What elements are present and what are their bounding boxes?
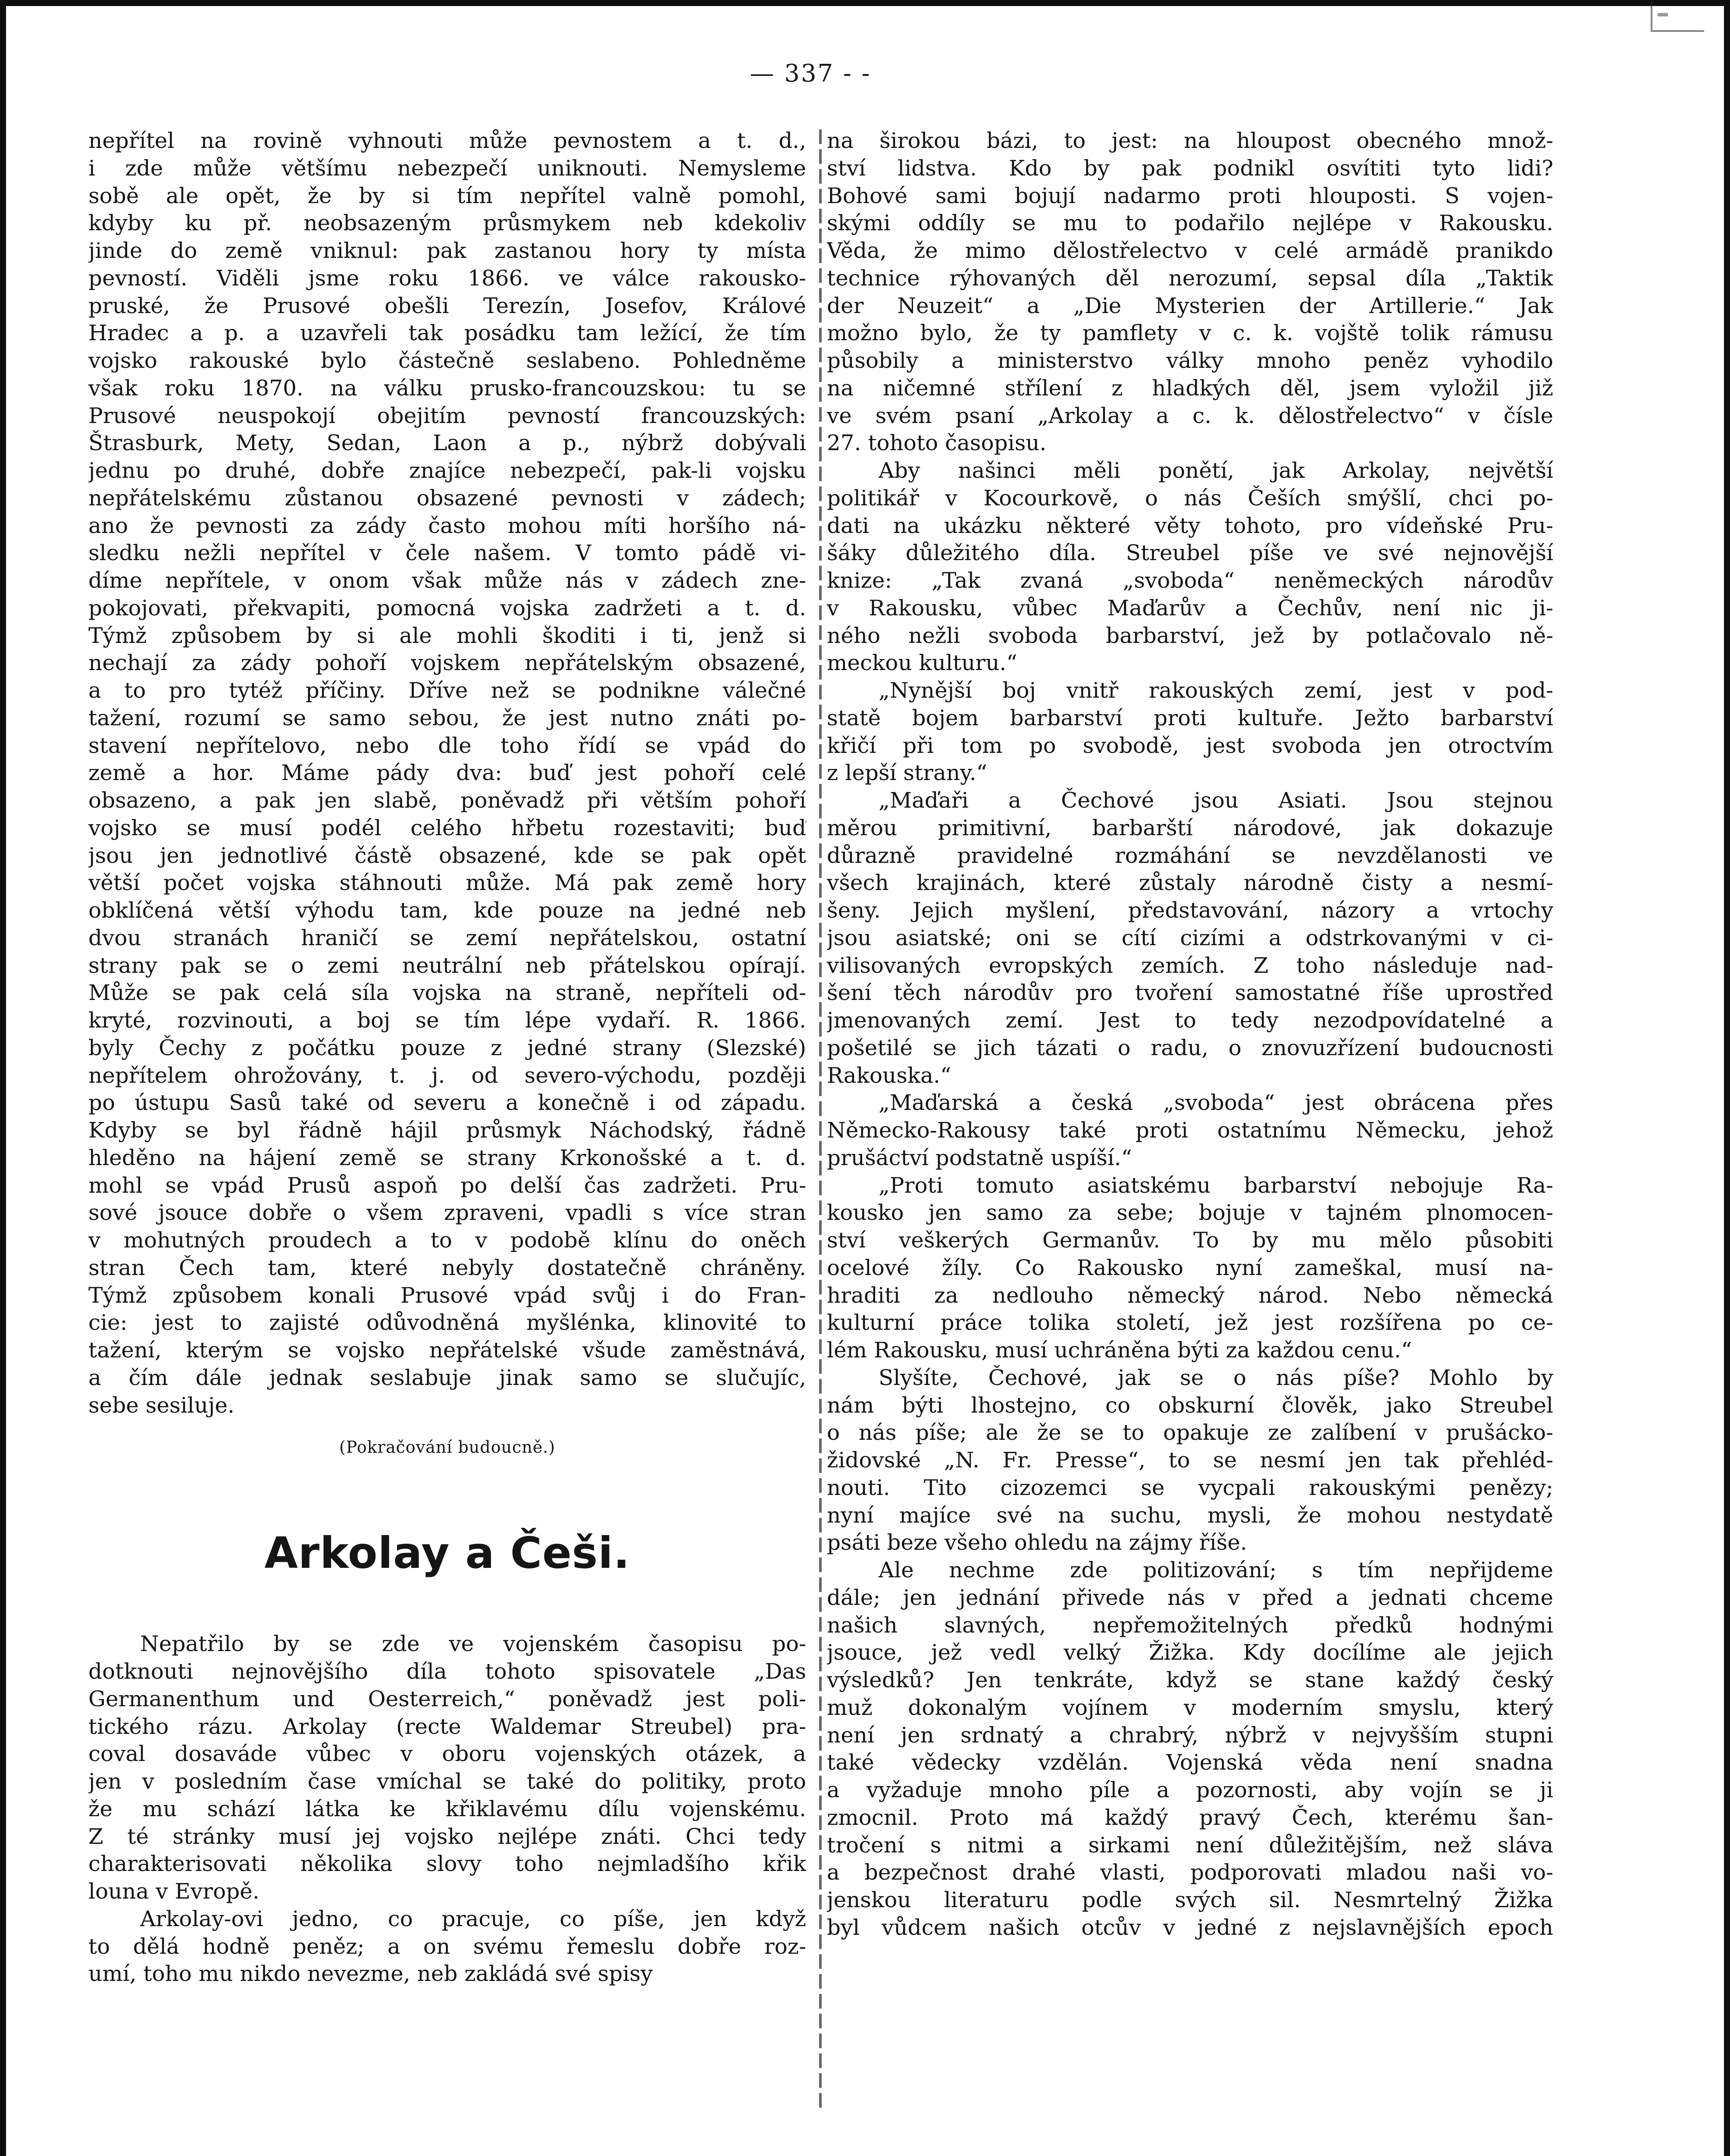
text-line: coval dosaváde vůbec v oboru vojenských otázek, a — [88, 1741, 806, 1767]
text-line: zmocnil. Proto má každý pravý Čech, kterému šan- — [827, 1805, 1553, 1830]
text-line: šení těch národův pro tvoření samostatné říše uprostřed — [827, 980, 1553, 1006]
text-line: nyní majíce své na suchu, mysli, že mohou nestydatě — [827, 1502, 1553, 1528]
text-line: louna v Evropě. — [88, 1879, 260, 1904]
text-line: hleděno na hájení země se strany Krkonošské a t. d. — [88, 1145, 806, 1170]
text-line: nepřátelskému zůstanou obsazené pevnosti v zádech; — [88, 485, 806, 511]
text-line: nechají za zády pohoří vojskem nepřátelským obsazené, — [88, 650, 806, 676]
text-line: stavení nepřítelovo, nebo dle toho řídí se vpád do — [88, 733, 806, 758]
text-line: hraditi za nedlouho německý národ. Nebo německá — [827, 1282, 1553, 1308]
text-line: nepřítelem ohrožovány, t. j. od severo-východu, později — [88, 1062, 806, 1088]
text-line: židovské „N. Fr. Presse“, to se nesmí jen tak přehléd- — [827, 1448, 1553, 1473]
text-line: stran Čech tam, které nebyly dostatečně chráněny. — [88, 1255, 806, 1280]
text-line: „Maďaři a Čechové jsou Asiati. Jsou stejnou — [879, 788, 1553, 813]
text-line: na širokou bázi, to jest: na hloupost obecného množ- — [827, 128, 1553, 153]
text-line: jen v posledním čase vmíchal se také do politiky, proto — [88, 1769, 806, 1794]
text-line: Může se pak celá síla vojska na straně, nepříteli od- — [88, 980, 806, 1006]
scan-border-top — [0, 0, 1730, 6]
text-line: dále; jen jednání přivede nás v před a jednati chceme — [827, 1585, 1553, 1610]
text-line: v mohutných proudech a to v podobě klínu do oněch — [88, 1228, 806, 1253]
text-line: skými oddíly se mu to podařilo nejlépe v Rakousku. — [827, 210, 1553, 236]
right-column — [827, 127, 1553, 1942]
text-line: vojsko rakouské bylo částečně seslabeno. Pohledněme — [88, 348, 806, 373]
text-line: vilisovaných evropských zemích. Z toho následuje nad- — [827, 953, 1553, 978]
text-line: politikář v Kocourkově, o nás Češích smýšlí, chci po- — [827, 485, 1553, 511]
text-line: tického rázu. Arkolay (recte Waldemar Streubel) pra- — [88, 1714, 806, 1739]
text-line: 27. tohoto časopisu. — [827, 430, 1047, 456]
text-line: dati na ukázku některé věty tohoto, pro vídeňské Pru- — [827, 513, 1553, 538]
scan-artifact — [1658, 13, 1668, 16]
text-line: sobě ale opět, že by si tím nepřítel valně pomohl, — [88, 183, 806, 208]
text-line: Bohové sami bojují nadarmo proti hlouposti. S vojen- — [827, 183, 1553, 208]
text-line: Rakouska.“ — [827, 1062, 951, 1088]
text-line: měrou primitivní, barbarští národové, jak dokazuje — [827, 815, 1553, 840]
text-line: jsou jen jednotlivé částě obsazené, kde se pak opět — [88, 843, 806, 868]
text-line: kousko jen samo za sebe; bojuje v tajném plnomocen- — [827, 1200, 1553, 1225]
text-line: na ničemné střílení z hladkých děl, jsem vyložil již — [827, 375, 1553, 401]
text-line: nepřítel na rovině vyhnouti může pevnostem a t. d., — [88, 128, 806, 153]
text-line: důrazně pravidelné rozmáhání se nevzdělanosti ve — [827, 843, 1553, 868]
text-line: ství veškerých Germanův. To by mu mělo působiti — [827, 1228, 1553, 1253]
text-line: že mu schází látka ke křiklavému dílu vojenskému. — [88, 1796, 806, 1821]
text-line: muž dokonalým vojínem v moderním smyslu, který — [827, 1695, 1553, 1720]
page-number: — 337 - - — [750, 60, 871, 88]
text-line: jenskou literaturu podle svých sil. Nesmrtelný Žižka — [827, 1887, 1553, 1912]
text-line: nám býti lhostejno, co obskurní člověk, jako Streubel — [827, 1392, 1553, 1418]
text-line: ného nežli svoboda barbarství, jež by potlačovalo ně- — [827, 623, 1553, 648]
text-line: Prusové neuspokojí obejitím pevností francouzských: — [88, 403, 806, 428]
text-line: meckou kulturu.“ — [827, 650, 1017, 676]
text-line: možno bylo, že ty pamflety v c. k. vojště tolik rámusu — [827, 320, 1553, 346]
text-line: našich slavných, nepřemožitelných předků hodnými — [827, 1612, 1553, 1638]
text-line: země a hor. Máme pády dva: buď jest pohoří celé — [88, 760, 806, 786]
text-line: byl vůdcem našich otcův v jedné z nejslavnějších epoch — [827, 1915, 1553, 1940]
text-line: Německo-Rakousy také proti ostatnímu Německu, jehož — [827, 1118, 1553, 1143]
text-line: ve svém psaní „Arkolay a c. k. dělostřelectvo“ v čísle — [827, 403, 1553, 428]
text-line: „Maďarská a česká „svoboda“ jest obrácena přes — [879, 1090, 1553, 1116]
column-divider — [819, 129, 822, 2113]
text-line: obklíčená větší výhodu tam, kde pouze na jedné neb — [88, 898, 806, 923]
text-line: v Rakousku, vůbec Maďarův a Čechův, není nic ji- — [827, 595, 1553, 620]
text-line: z lepší strany.“ — [827, 760, 988, 786]
text-line: pošetilé se jich tázati o radu, o znovuzřízení budoucnosti — [827, 1035, 1553, 1060]
text-line: obsazeno, a pak jen slabě, poněvadž při větším pohoří — [88, 788, 806, 813]
text-line: působily a ministerstvo války mnoho peněz vyhodilo — [827, 348, 1553, 373]
text-line: sové jsouce dobře o všem zpraveni, vpadli s více stran — [88, 1200, 806, 1225]
text-line: prušáctví podstatně uspíší.“ — [827, 1145, 1132, 1170]
text-line: Aby našinci měli ponětí, jak Arkolay, největší — [879, 458, 1553, 483]
text-line: psáti beze všeho ohledu na zájmy říše. — [827, 1530, 1247, 1555]
text-line: byly Čechy z počátku pouze z jedné strany (Slezské) — [88, 1035, 806, 1060]
text-line: ocelové žíly. Co Rakousko nyní zameškal, musí na- — [827, 1255, 1553, 1280]
text-line: díme nepřítele, v onom však může nás v zádech zne- — [88, 568, 806, 593]
text-line: Ale nechme zde politizování; s tím nepřijdeme — [879, 1557, 1553, 1583]
text-line: tažení, kterým se vojsko nepřátelské všude zaměstnává, — [88, 1338, 806, 1363]
text-line: dvou stranách hraničí se zemí nepřátelskou, ostatní — [88, 925, 806, 950]
text-line: jednu po druhé, dobře znajíce nebezpečí, pak-li vojsku — [88, 458, 806, 483]
text-line: i zde může většímu nebezpečí uniknouti. Nemysleme — [88, 155, 806, 181]
text-line: křičí při tom po svobodě, jest svoboda jen otroctvím — [827, 733, 1553, 758]
text-line: sebe sesiluje. — [88, 1392, 235, 1418]
text-line: šáky důležitého díla. Streubel píše ve své nejnovější — [827, 540, 1553, 566]
text-line: a čím dále jednak seslabuje jinak samo se slučujíc, — [88, 1365, 806, 1390]
text-line: der Neuzeit“ a „Die Mysterien der Artillerie.“ Jak — [827, 293, 1553, 318]
text-line: kulturní práce tolika století, jež jest rozšířena po ce- — [827, 1310, 1553, 1335]
text-line: Slyšíte, Čechové, jak se o nás píše? Mohlo by — [879, 1365, 1553, 1390]
text-line: „Nynější boj vnitř rakouských zemí, jest v pod- — [879, 678, 1553, 703]
text-line: statě bojem barbarství proti kultuře. Ježto barbarství — [827, 705, 1553, 730]
article-title: Arkolay a Češi. — [264, 1527, 630, 1578]
text-line: pevností. Viděli jsme roku 1866. ve válce rakousko- — [88, 265, 806, 291]
text-line: Hradec a p. a uzavřeli tak posádku tam ležící, že tím — [88, 320, 806, 346]
text-line: umí, toho mu nikdo nevezme, neb zakládá své spisy — [88, 1961, 653, 1987]
text-line: a vyžaduje mnoho píle a pozornosti, aby vojín se ji — [827, 1777, 1553, 1802]
text-line: ství lidstva. Kdo by pak podnikl osvítiti tyto lidi? — [827, 155, 1553, 181]
text-line: strany pak se o zemi neutrální neb přátelskou opírají. — [88, 953, 806, 978]
text-line: jinde do země vniknul: pak zastanou hory ty místa — [88, 238, 806, 263]
text-line: Kdyby se byl řádně hájil průsmyk Náchodský, řádně — [88, 1118, 806, 1143]
text-line: není jen srdnatý a chrabrý, nýbrž v nejvyšším stupni — [827, 1722, 1553, 1748]
text-line: technice rýhovaných děl nerozumí, sepsal díla „Taktik — [827, 265, 1553, 291]
text-line: dotknouti nejnovějšího díla tohoto spisovatele „Das — [88, 1659, 806, 1684]
text-line: Týmž způsobem by si ale mohli škoditi i ti, jenž si — [88, 623, 806, 648]
scan-border-right — [1724, 0, 1730, 2156]
text-line: Z té stránky musí jej vojsko nejlépe znáti. Chci tedy — [88, 1824, 806, 1849]
text-line: charakterisovati několika slovy toho nejmladšího křik — [88, 1851, 806, 1877]
article-heading-box — [88, 1475, 806, 1630]
text-line: pokojovati, překvapiti, pomocná vojska zadržeti a t. d. — [88, 595, 806, 620]
text-line: kdyby ku př. neobsazeným průsmykem neb kdekoliv — [88, 210, 806, 236]
text-line: větší počet vojska stáhnouti může. Má pak země hory — [88, 870, 806, 896]
text-line: Germanenthum und Oesterreich,“ poněvadž jest poli- — [88, 1686, 806, 1711]
text-line: jsou asiatské; oni se cítí cizími a odstrkovanými v ci- — [827, 925, 1553, 950]
text-line: také vědecky vzdělán. Vojenská věda není snadna — [827, 1750, 1553, 1775]
text-line: lém Rakousku, musí uchráněna býti za každou cenu.“ — [827, 1338, 1412, 1363]
text-line: pruské, že Prusové obešli Terezín, Josefov, Králové — [88, 293, 806, 318]
text-line: cie: jest to zajisté odůvodněná myšlénka, klinovité to — [88, 1310, 806, 1335]
text-line: a bezpečnost drahé vlasti, podporovati mladou naši vo- — [827, 1860, 1553, 1885]
text-line: o nás píše; ale že se to opakuje ze zalíbení v prušácko- — [827, 1420, 1553, 1445]
text-line: knize: „Tak zvaná „svoboda“ neněmeckých národův — [827, 568, 1553, 593]
text-line: „Proti tomuto asiatskému barbarství nebojuje Ra- — [879, 1172, 1553, 1198]
text-line: Věda, že mimo dělostřelectvo v celé armádě pranikdo — [827, 238, 1553, 263]
text-line: to dělá hodně peněz; a on svému řemeslu dobře roz- — [88, 1934, 806, 1959]
text-line: po ústupu Sasů také od severu a konečně i od západu. — [88, 1090, 806, 1116]
text-line: Týmž způsobem konali Prusové vpád svůj i do Fran- — [88, 1282, 806, 1308]
text-line: výsledků? Jen tenkráte, když se stane každý český — [827, 1667, 1553, 1692]
text-line: mohl se vpád Prusů aspoň po delší čas zadržeti. Pru- — [88, 1172, 806, 1198]
scan-border-left — [0, 0, 6, 2156]
left-column — [88, 127, 806, 1988]
continuation-note: (Pokračování budoucně.) — [339, 1438, 556, 1457]
text-line: kryté, rozvinouti, a boj se tím lépe vydaří. R. 1866. — [88, 1008, 806, 1033]
text-line: nouti. Tito cizozemci se vycpali rakouskými penězy; — [827, 1475, 1553, 1500]
text-line: sledku nežli nepřítel v čele našem. V tomto pádě vi- — [88, 540, 806, 566]
text-line: však roku 1870. na válku prusko-francouzskou: tu se — [88, 375, 806, 401]
text-line: tročení s nitmi a sirkami není důležitějším, než sláva — [827, 1832, 1553, 1858]
text-line: a to pro tytéž příčiny. Dříve než se podnikne válečné — [88, 678, 806, 703]
text-line: vojsko se musí podél celého hřbetu rozestaviti; buď — [88, 815, 806, 840]
text-line: Arkolay-ovi jedno, co pracuje, co píše, jen když — [140, 1906, 806, 1931]
text-line: šeny. Jejich myšlení, představování, názory a vrtochy — [827, 898, 1553, 923]
text-line: tažení, rozumí se samo sebou, že jest nutno znáti po- — [88, 705, 806, 730]
text-line: jsouce, jež vedl velký Žižka. Kdy docílíme ale jejich — [827, 1640, 1553, 1665]
text-line: ano že pevnosti za zády často mohou míti horšího ná- — [88, 513, 806, 538]
text-line: jmenovaných zemí. Jest to tedy nezodpovídatelné a — [827, 1008, 1553, 1033]
text-line: Štrasburk, Mety, Sedan, Laon a p., nýbrž dobývali — [88, 430, 806, 456]
text-line: Nepatřilo by se zde ve vojenském časopisu po- — [140, 1631, 806, 1657]
text-line: všech krajinách, které zůstaly národně čisty a nesmí- — [827, 870, 1553, 896]
